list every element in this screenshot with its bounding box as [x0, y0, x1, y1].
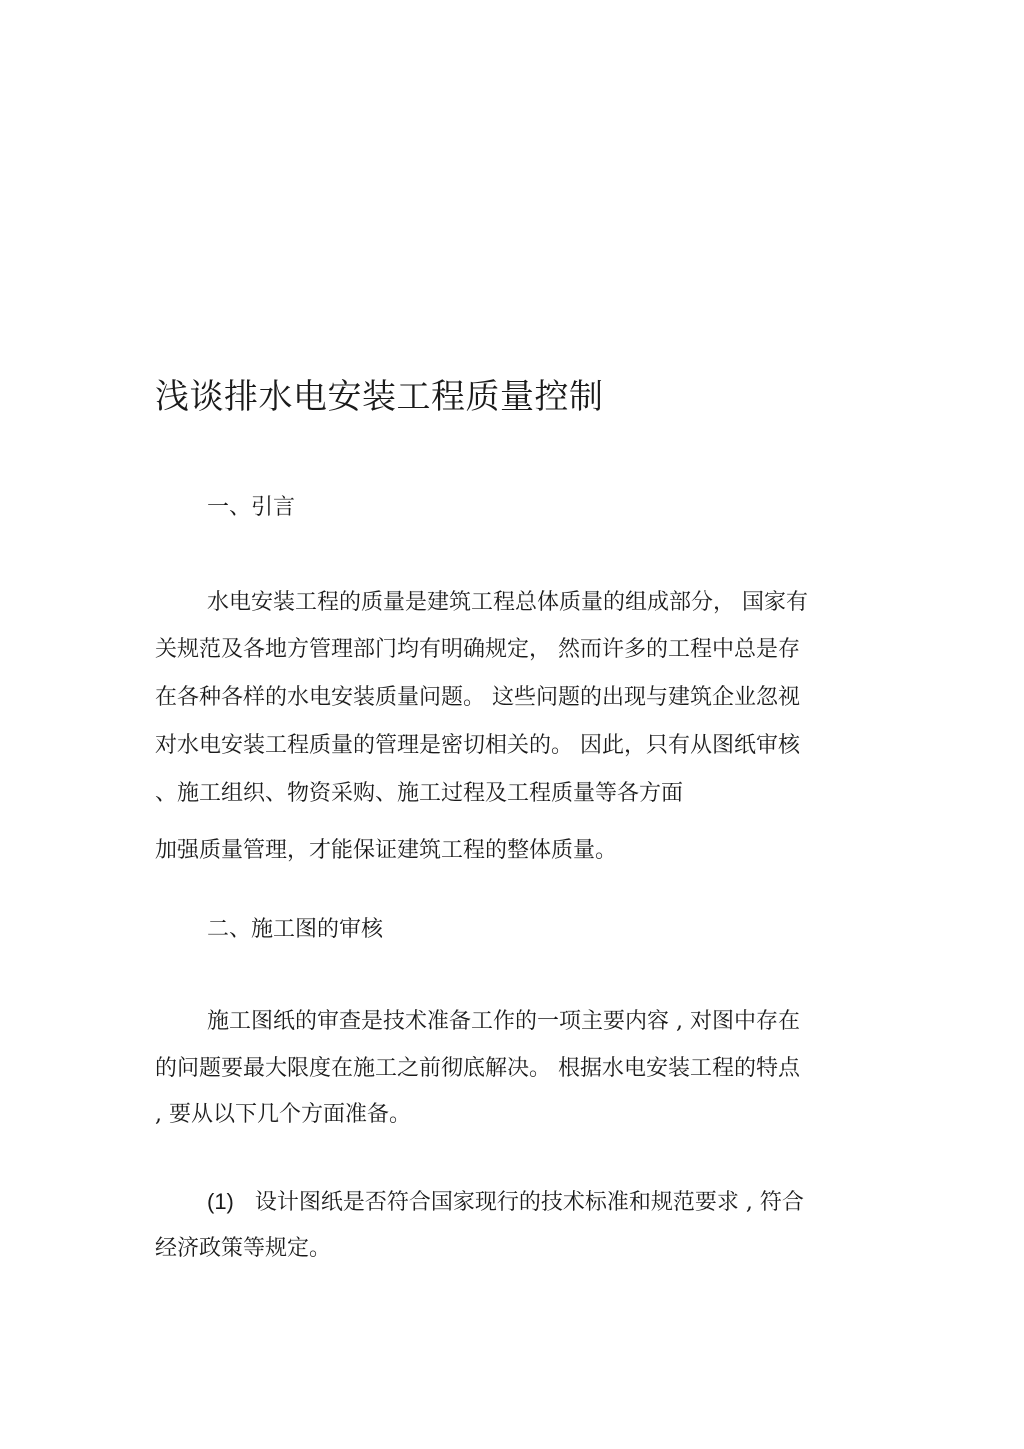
section-heading-drawing-review: 二、施工图的审核 [207, 917, 384, 942]
document-title: 浅谈排水电安装工程质量控制 [155, 377, 604, 417]
paragraph-line: 施工图纸的审查是技术准备工作的一项主要内容 , 对图中存在 [207, 1009, 800, 1034]
paragraph-line: 加强质量管理，才能保证建筑工程的整体质量。 [155, 838, 618, 863]
paragraph-line: 在各种各样的水电安装质量问题。 这些问题的出现与建筑企业忽视 [155, 685, 800, 710]
paragraph-line: 、施工组织、物资采购、施工过程及工程质量等各方面 [155, 781, 684, 806]
paragraph-line: 水电安装工程的质量是建筑工程总体质量的组成部分， 国家有 [207, 590, 808, 615]
list-item-text: 设计图纸是否符合国家现行的技术标准和规范要求 , 符合 [254, 1190, 804, 1215]
paragraph-line: 对水电安装工程质量的管理是密切相关的。 因此，只有从图纸审核 [155, 733, 800, 758]
list-item-1 [207, 1187, 804, 1218]
paragraph-line: 的问题要最大限度在施工之前彻底解决。 根据水电安装工程的特点 [155, 1056, 800, 1081]
paragraph-line: , 要从以下几个方面准备。 [155, 1102, 411, 1127]
paragraph-line: 关规范及各地方管理部门均有明确规定， 然而许多的工程中总是存 [155, 637, 800, 662]
list-marker: (1) [207, 1189, 234, 1214]
section-heading-introduction: 一、引言 [207, 495, 296, 520]
list-item-continuation: 经济政策等规定。 [155, 1236, 332, 1261]
